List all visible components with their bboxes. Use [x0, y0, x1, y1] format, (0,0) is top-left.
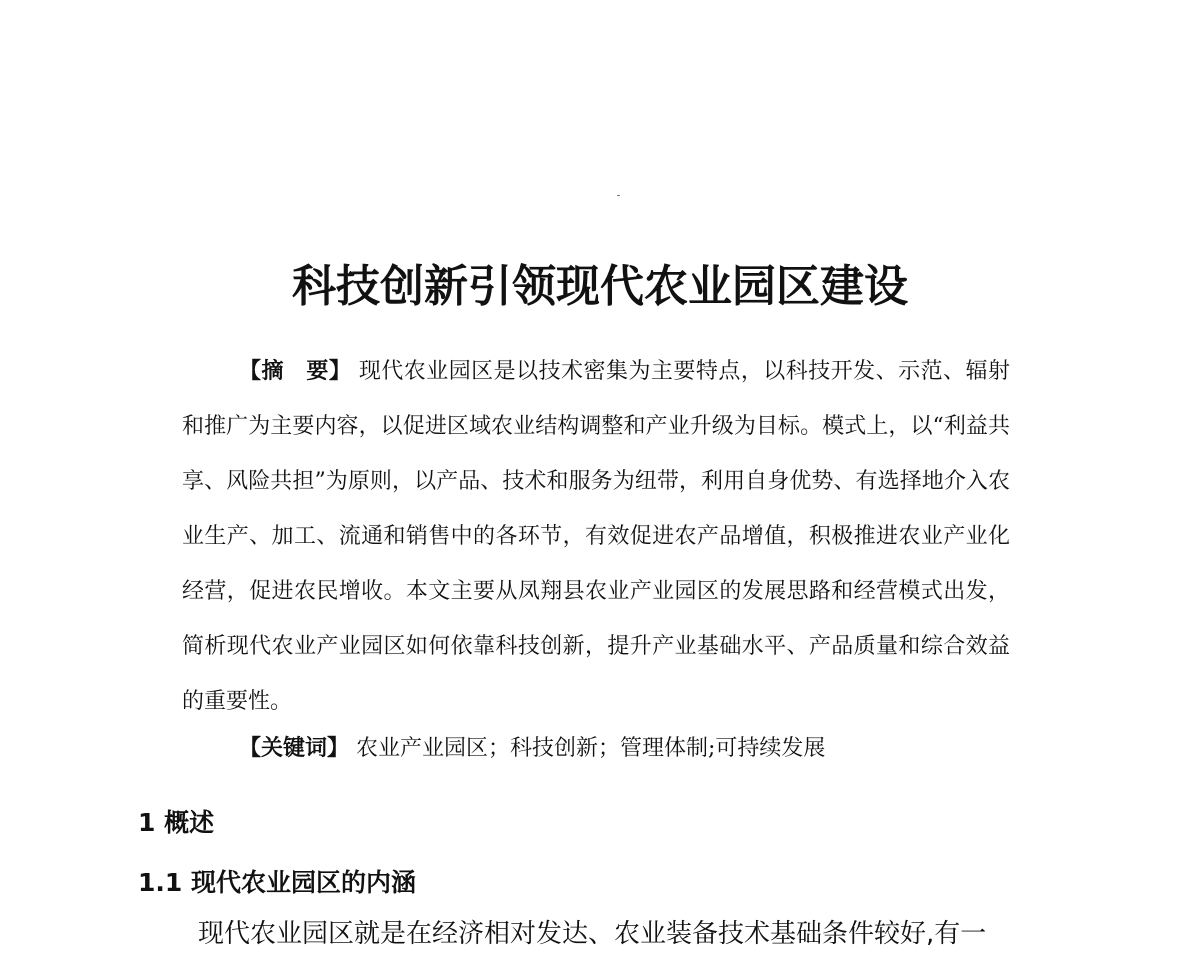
abstract-label: 【摘 要】	[239, 359, 352, 384]
keywords-label: 【关键词】	[239, 736, 350, 761]
scan-mark	[617, 195, 620, 196]
paper-title: 科技创新引领现代农业园区建设	[292, 261, 908, 313]
abstract	[182, 344, 1010, 729]
keywords	[239, 724, 1019, 774]
subsection-heading-connotation: 1.1 现代农业园区的内涵	[138, 868, 416, 897]
section-heading-overview: 1 概述	[138, 807, 215, 837]
body-paragraph-first-line: 现代农业园区就是在经济相对发达、农业装备技术基础条件较好,有一	[198, 919, 987, 949]
abstract-text: 现代农业园区是以技术密集为主要特点，以科技开发、示范、辐射和推广为主要内容，以促进区域农业结构调整和产业升级为目标。模式上，以“利益共享、风险共担”为原则，以产品、技术和服务为纽带，利用自身优势、有选择地介入农业生产、加工、流通和销售中的各环节，有效促进农产品增值，积极推进农业产业化经营，促进农民增收。本文主要从凤翔县农业产业园区的发展思路和经营模式出发，简析现代农业产业园区如何依靠科技创新，提升产业基础水平、产品质量和综合效益的重要性。	[182, 359, 1010, 714]
keywords-text: 农业产业园区；科技创新；管理体制;可持续发展	[356, 736, 826, 761]
